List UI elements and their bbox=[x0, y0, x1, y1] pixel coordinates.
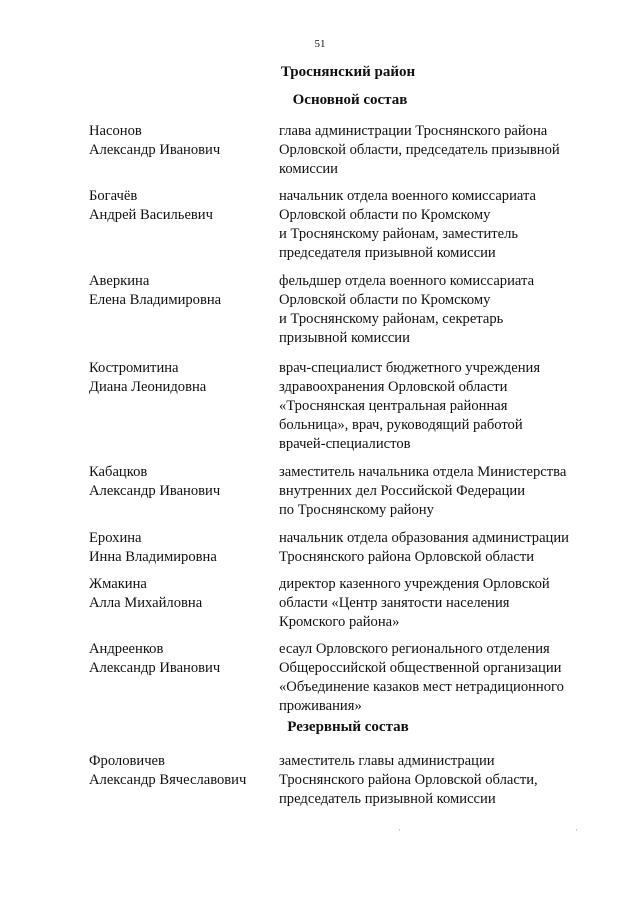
member-surname: Аверкина bbox=[89, 273, 150, 289]
role-line: больница», врач, руководящий работой bbox=[279, 417, 523, 433]
member-name bbox=[89, 463, 269, 501]
role-line: Орловской области по Кромскому bbox=[279, 207, 491, 223]
member-name bbox=[89, 187, 269, 225]
role-line: глава администрации Троснянского района bbox=[279, 123, 548, 139]
scan-speck: · bbox=[575, 825, 578, 835]
member-role bbox=[279, 272, 599, 348]
role-line: «Объединение казаков мест нетрадиционного bbox=[279, 679, 564, 695]
member-name bbox=[89, 359, 269, 397]
member-name bbox=[89, 529, 269, 567]
role-line: заместитель начальника отдела Министерства bbox=[279, 464, 567, 480]
reserve-composition-heading: Резервный состав bbox=[287, 719, 409, 735]
role-line: врачей-специалистов bbox=[279, 436, 411, 452]
member-surname: Кабацков bbox=[89, 464, 148, 480]
member-role bbox=[279, 187, 599, 263]
member-role bbox=[279, 122, 599, 179]
member-role bbox=[279, 640, 599, 716]
role-line: председателя призывной комиссии bbox=[279, 245, 496, 261]
role-line: Троснянского района Орловской области, bbox=[279, 772, 538, 788]
role-line: председатель призывной комиссии bbox=[279, 791, 496, 807]
member-surname: Богачёв bbox=[89, 188, 138, 204]
role-line: внутренних дел Российской Федерации bbox=[279, 483, 526, 499]
role-line: начальник отдела образования администрации bbox=[279, 530, 569, 546]
role-line: и Троснянскому районам, секретарь bbox=[279, 311, 504, 327]
member-given-names: Александр Вячеславович bbox=[89, 772, 247, 788]
member-role bbox=[279, 359, 599, 454]
main-composition-heading: Основной состав bbox=[292, 92, 408, 108]
member-name bbox=[89, 272, 269, 310]
member-surname: Фроловичев bbox=[89, 753, 165, 769]
member-role bbox=[279, 575, 599, 632]
role-line: и Троснянскому районам, заместитель bbox=[279, 226, 519, 242]
member-given-names: Андрей Васильевич bbox=[89, 207, 213, 223]
role-line: начальник отдела военного комиссариата bbox=[279, 188, 537, 204]
member-role bbox=[279, 529, 599, 567]
member-name bbox=[89, 575, 269, 613]
role-line: Орловской области, председатель призывной bbox=[279, 142, 560, 158]
role-line: врач-специалист бюджетного учреждения bbox=[279, 360, 541, 376]
member-given-names: Александр Иванович bbox=[89, 660, 221, 676]
member-role bbox=[279, 463, 599, 520]
member-surname: Жмакина bbox=[89, 576, 147, 592]
member-surname: Андреенков bbox=[89, 641, 164, 657]
member-given-names: Александр Иванович bbox=[89, 483, 221, 499]
role-line: проживания» bbox=[279, 698, 362, 714]
role-line: Кромского района» bbox=[279, 614, 400, 630]
member-surname: Костромитина bbox=[89, 360, 179, 376]
role-line: призывной комиссии bbox=[279, 330, 410, 346]
role-line: Орловской области по Кромскому bbox=[279, 292, 491, 308]
member-name bbox=[89, 752, 269, 790]
member-given-names: Диана Леонидовна bbox=[89, 379, 207, 395]
member-name bbox=[89, 122, 269, 160]
member-given-names: Александр Иванович bbox=[89, 142, 221, 158]
member-surname: Насонов bbox=[89, 123, 142, 139]
role-line: Троснянского района Орловской области bbox=[279, 549, 535, 565]
member-given-names: Алла Михайловна bbox=[89, 595, 203, 611]
role-line: есаул Орловского регионального отделения bbox=[279, 641, 550, 657]
role-line: области «Центр занятости населения bbox=[279, 595, 510, 611]
member-name bbox=[89, 640, 269, 678]
role-line: заместитель главы администрации bbox=[279, 753, 495, 769]
page-number: 51 bbox=[314, 38, 326, 50]
scan-speck: · bbox=[398, 825, 401, 835]
member-given-names: Елена Владимировна bbox=[89, 292, 222, 308]
member-role bbox=[279, 752, 599, 809]
role-line: по Троснянскому району bbox=[279, 502, 434, 518]
role-line: «Троснянская центральная районная bbox=[279, 398, 508, 414]
role-line: комиссии bbox=[279, 161, 338, 177]
member-surname: Ерохина bbox=[89, 530, 142, 546]
role-line: директор казенного учреждения Орловской bbox=[279, 576, 550, 592]
role-line: здравоохранения Орловской области bbox=[279, 379, 508, 395]
role-line: Общероссийской общественной организации bbox=[279, 660, 562, 676]
role-line: фельдшер отдела военного комиссариата bbox=[279, 273, 535, 289]
member-given-names: Инна Владимировна bbox=[89, 549, 217, 565]
district-title: Троснянский район bbox=[280, 64, 416, 80]
